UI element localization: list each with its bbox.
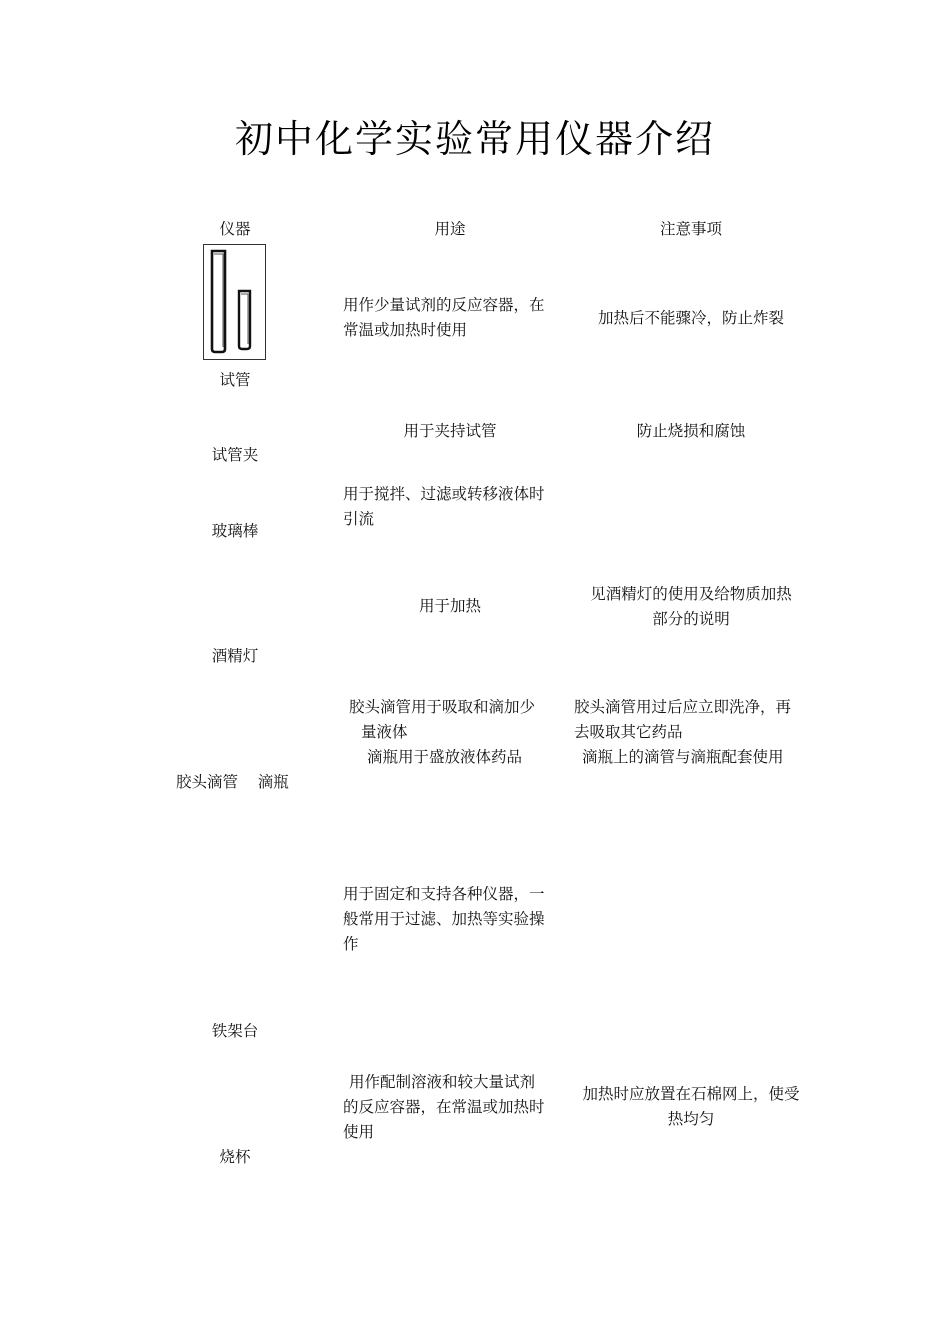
instrument-name-test-tube-clamp: 试管夹 — [211, 446, 259, 464]
instrument-name-iron-stand: 铁架台 — [211, 1022, 259, 1040]
usage-beaker: 用作配制溶液和较大量试剂 的反应容器，在常温或加热时 使用 — [343, 1073, 545, 1141]
test-tube-image — [203, 244, 266, 360]
usage-alcohol-lamp: 用于加热 — [418, 597, 481, 615]
notes-alcohol-lamp: 见酒精灯的使用及给物质加热 部分的说明 — [590, 585, 792, 628]
header-instrument: 仪器 — [219, 220, 251, 238]
header-usage: 用途 — [434, 220, 466, 238]
header-notes: 注意事项 — [659, 220, 722, 238]
usage-test-tube: 用作少量试剂的反应容器，在 常温或加热时使用 — [343, 296, 545, 339]
instrument-name-glass-rod: 玻璃棒 — [211, 522, 259, 540]
instrument-name-dropper-bottle: 胶头滴管 滴瓶 — [176, 773, 289, 791]
instrument-name-test-tube: 试管 — [219, 371, 251, 389]
usage-iron-stand: 用于固定和支持各种仪器，一 般常用于过滤、加热等实验操 作 — [343, 885, 545, 953]
usage-dropper-bottle: 胶头滴管用于吸取和滴加少 量液体 滴瓶用于盛放液体药品 — [349, 698, 536, 766]
usage-test-tube-clamp: 用于夹持试管 — [403, 422, 497, 440]
page-title: 初中化学实验常用仪器介绍 — [234, 117, 715, 161]
notes-test-tube: 加热后不能骤冷，防止炸裂 — [597, 309, 784, 327]
instrument-name-beaker: 烧杯 — [219, 1148, 251, 1166]
instrument-name-alcohol-lamp: 酒精灯 — [211, 647, 259, 665]
usage-glass-rod: 用于搅拌、过滤或转移液体时 引流 — [343, 485, 545, 528]
notes-dropper-bottle: 胶头滴管用过后应立即洗净，再 去吸取其它药品 滴瓶上的滴管与滴瓶配套使用 — [574, 698, 792, 766]
notes-test-tube-clamp: 防止烧损和腐蚀 — [636, 422, 746, 440]
notes-beaker: 加热时应放置在石棉网上，使受 热均匀 — [582, 1085, 800, 1128]
